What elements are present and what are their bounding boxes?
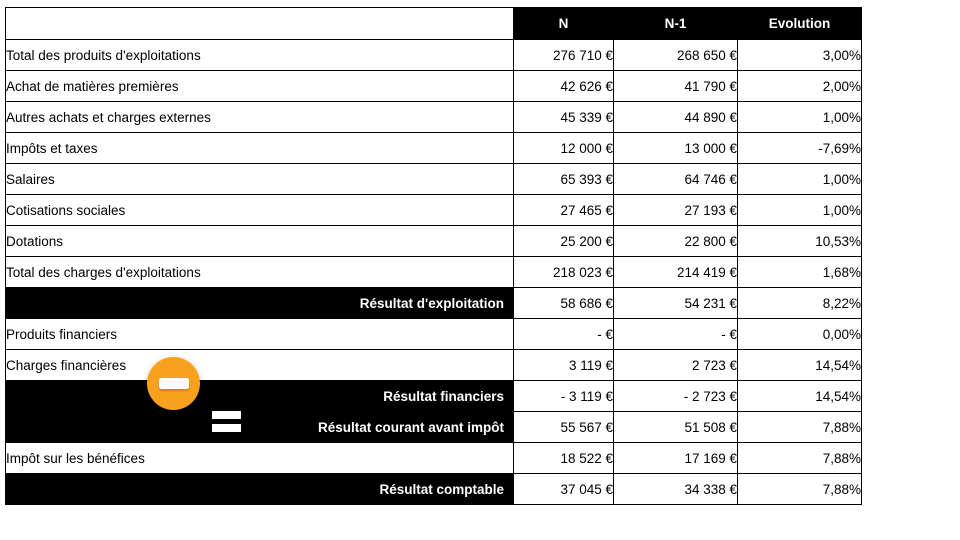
table-row [6, 102, 862, 133]
value-n-1-cell[interactable]: 34 338 € [614, 474, 738, 505]
row-label-cell[interactable]: Résultat courant avant impôt [6, 412, 514, 443]
value-n-1-cell[interactable]: 54 231 € [614, 288, 738, 319]
table-row [6, 474, 862, 505]
table-row [6, 257, 862, 288]
column-header-n[interactable]: N [514, 8, 614, 40]
value-evolution-cell[interactable]: 7,88% [738, 412, 862, 443]
row-label-cell[interactable]: Total des charges d'exploitations [6, 257, 514, 288]
value-evolution-cell[interactable]: 7,88% [738, 474, 862, 505]
value-n-1-cell[interactable]: 13 000 € [614, 133, 738, 164]
table-row [6, 40, 862, 71]
row-label-cell[interactable]: Achat de matières premières [6, 71, 514, 102]
value-n-1-cell[interactable]: 44 890 € [614, 102, 738, 133]
value-evolution-cell[interactable]: -7,69% [738, 133, 862, 164]
table-row [6, 443, 862, 474]
column-header-n-1[interactable]: N-1 [614, 8, 738, 40]
value-n-cell[interactable]: 18 522 € [514, 443, 614, 474]
value-n-1-cell[interactable]: - € [614, 319, 738, 350]
value-n-1-cell[interactable]: 22 800 € [614, 226, 738, 257]
table-row [6, 319, 862, 350]
value-n-1-cell[interactable]: 17 169 € [614, 443, 738, 474]
table-row [6, 412, 862, 443]
equals-icon-bar-bottom [212, 424, 241, 432]
value-n-cell[interactable]: - € [514, 319, 614, 350]
value-n-cell[interactable]: 55 567 € [514, 412, 614, 443]
row-label-cell[interactable]: Produits financiers [6, 319, 514, 350]
table-row [6, 195, 862, 226]
value-evolution-cell[interactable]: 3,00% [738, 40, 862, 71]
income-statement-table [5, 7, 862, 505]
value-n-cell[interactable]: 27 465 € [514, 195, 614, 226]
equals-icon-bar-top [212, 411, 241, 419]
value-evolution-cell[interactable]: 0,00% [738, 319, 862, 350]
minus-icon-bar [159, 378, 189, 389]
value-n-cell[interactable]: 45 339 € [514, 102, 614, 133]
value-evolution-cell[interactable]: 1,00% [738, 164, 862, 195]
value-n-cell[interactable]: 12 000 € [514, 133, 614, 164]
value-n-cell[interactable]: 37 045 € [514, 474, 614, 505]
value-evolution-cell[interactable]: 2,00% [738, 71, 862, 102]
table-header [6, 8, 862, 40]
column-header-evolution[interactable]: Evolution [738, 8, 862, 40]
value-evolution-cell[interactable]: 1,68% [738, 257, 862, 288]
value-n-1-cell[interactable]: 51 508 € [614, 412, 738, 443]
header-row [6, 8, 862, 40]
value-n-1-cell[interactable]: 2 723 € [614, 350, 738, 381]
row-label-cell[interactable]: Impôts et taxes [6, 133, 514, 164]
value-n-1-cell[interactable]: 27 193 € [614, 195, 738, 226]
value-n-cell[interactable]: 65 393 € [514, 164, 614, 195]
value-n-cell[interactable]: 25 200 € [514, 226, 614, 257]
minus-annotation-icon [147, 357, 200, 410]
value-n-1-cell[interactable]: 214 419 € [614, 257, 738, 288]
table-row [6, 133, 862, 164]
value-n-cell[interactable]: 3 119 € [514, 350, 614, 381]
value-evolution-cell[interactable]: 10,53% [738, 226, 862, 257]
table-row [6, 71, 862, 102]
value-n-cell[interactable]: - 3 119 € [514, 381, 614, 412]
value-evolution-cell[interactable]: 14,54% [738, 381, 862, 412]
row-label-cell[interactable]: Cotisations sociales [6, 195, 514, 226]
equals-annotation-icon [212, 411, 241, 432]
row-label-cell[interactable]: Dotations [6, 226, 514, 257]
value-n-1-cell[interactable]: - 2 723 € [614, 381, 738, 412]
row-label-cell[interactable]: Impôt sur les bénéfices [6, 443, 514, 474]
value-n-cell[interactable]: 42 626 € [514, 71, 614, 102]
value-evolution-cell[interactable]: 8,22% [738, 288, 862, 319]
value-n-cell[interactable]: 58 686 € [514, 288, 614, 319]
row-label-cell[interactable]: Charges financières [6, 350, 514, 381]
value-n-cell[interactable]: 276 710 € [514, 40, 614, 71]
row-label-cell[interactable]: Résultat financiers [6, 381, 514, 412]
corner-header-cell[interactable] [6, 8, 514, 40]
value-n-1-cell[interactable]: 268 650 € [614, 40, 738, 71]
row-label-cell[interactable]: Autres achats et charges externes [6, 102, 514, 133]
value-n-cell[interactable]: 218 023 € [514, 257, 614, 288]
table-row [6, 164, 862, 195]
row-label-cell[interactable]: Résultat comptable [6, 474, 514, 505]
table-row [6, 350, 862, 381]
value-evolution-cell[interactable]: 1,00% [738, 102, 862, 133]
table-row [6, 288, 862, 319]
row-label-cell[interactable]: Résultat d'exploitation [6, 288, 514, 319]
value-evolution-cell[interactable]: 7,88% [738, 443, 862, 474]
row-label-cell[interactable]: Total des produits d'exploitations [6, 40, 514, 71]
value-n-1-cell[interactable]: 41 790 € [614, 71, 738, 102]
table-body [6, 40, 862, 505]
value-evolution-cell[interactable]: 14,54% [738, 350, 862, 381]
value-n-1-cell[interactable]: 64 746 € [614, 164, 738, 195]
value-evolution-cell[interactable]: 1,00% [738, 195, 862, 226]
table-row [6, 226, 862, 257]
table-row [6, 381, 862, 412]
row-label-cell[interactable]: Salaires [6, 164, 514, 195]
